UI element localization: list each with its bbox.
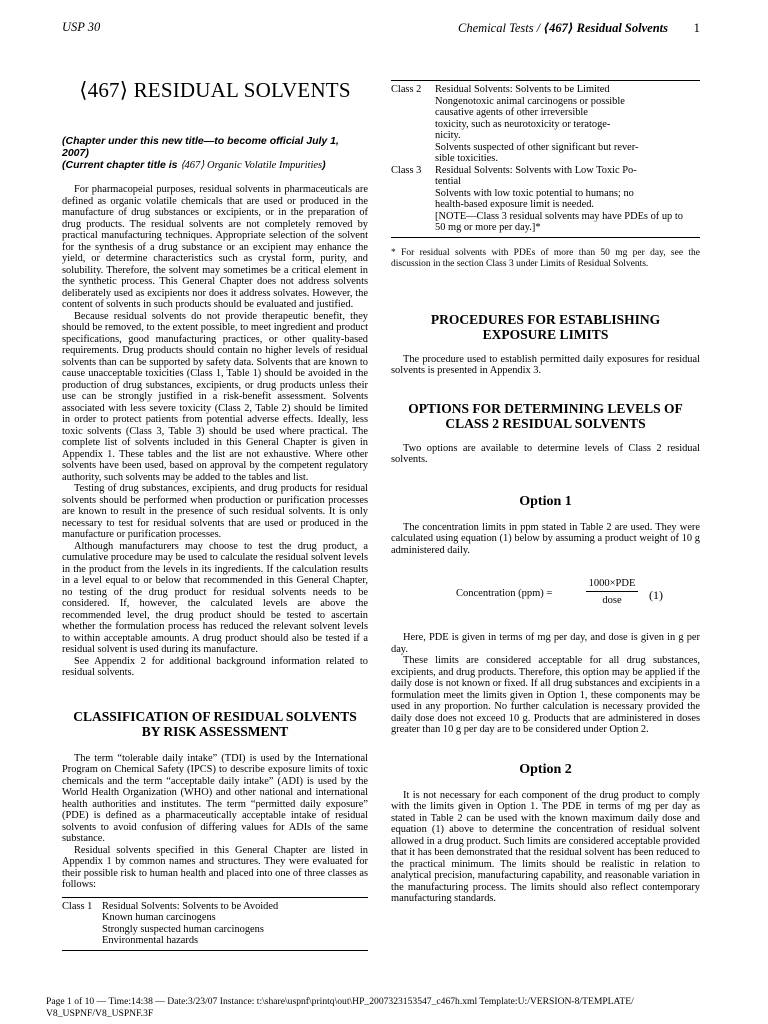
class2-3-table: [391, 80, 700, 238]
concentration-formula: [391, 576, 700, 614]
class1-line: Residual Solvents: Solvents to be Avoided: [102, 900, 279, 912]
running-header-right: [458, 20, 668, 36]
page-number: 1: [693, 20, 700, 35]
classification-paragraph-1: The term “tolerable daily intake” (TDI) is used by the International Program on Chemical Safety (IPCS) to describe exposure limits of toxic chemicals and the term “acceptable daily intake” (ADI) is used by the World Health Organization (WHO) and other national and international health authorities and institutes. The term “permitted daily exposure” (PDE) is defined as a pharmaceutically acceptable intake of residual solvents to avoid confusion of differing values for ADIs of the same substance.: [62, 752, 368, 844]
intro-paragraph-1: For pharmacopeial purposes, residual solvents in pharmaceuticals are defined as organic volatile chemicals that are used or produced in the manufacture of drug substances or excipients, or in the preparation of drug products. The residual solvents are not completely removed by practical manufacturing techniques. Appropriate selection of the solvent for the synthesis of a drug substance or an excipient may enhance the yield, or determine characteristics such as crystal form, purity, and solubility. Therefore, the solvent may sometimes be a critical element in the synthetic process. This General Chapter does not address solvents deliberately used as excipients nor does it address solvates. However, the content of solvents in such products should be evaluated and justified.: [62, 184, 368, 310]
class3-line: tential: [435, 176, 461, 187]
option1-heading: Option 1: [519, 493, 572, 509]
formula-denominator: dose: [602, 595, 622, 606]
option1-paragraph-3: These limits are considered acceptable for all drug substances, excipients, and drug products. Therefore, this option may be applied if the daily dose is not known or fixed. If all drug substances and excipients in a formulation meet the limits given in Option 1, these components may be used in any proportion. No further calculation is necessary provided the daily dose does not exceed 10 g. Products that are administered in doses greater than 10 g per day are to be considered under Option 2.: [391, 655, 700, 735]
option1-paragraph-2: Here, PDE is given in terms of mg per day, and dose is given in g per day.: [391, 632, 700, 655]
running-header-left: USP 30: [62, 20, 101, 34]
class2-lines: [435, 84, 700, 165]
class3-line: health-based exposure limit is needed.: [435, 199, 594, 210]
header-separator: /: [533, 21, 544, 35]
classification-paragraph-2: Residual solvents specified in this General Chapter are listed in Appendix 1 by common names and structures. They were evaluated for their possible risk to human health and placed into one of three classes as follows:: [62, 844, 368, 890]
class3-line: Solvents with low toxic potential to humans; no: [435, 187, 634, 199]
class3-line: Residual Solvents: Solvents with Low Toxic Po-: [435, 164, 637, 176]
procedures-heading: [391, 312, 700, 342]
class3-row: [391, 165, 700, 234]
chapter-note-current-title: ⟨467⟩ Organic Volatile Impurities: [180, 160, 323, 171]
class1-line: Known human carcinogens: [102, 912, 216, 923]
header-section: Chemical Tests: [458, 21, 534, 35]
intro-paragraph-4: Although manufacturers may choose to test the drug product, a cumulative procedure may be used to calculate the residual solvent levels in the product from the levels in its ingredients. If the calculation results in a level equal to or below that recommended in this General Chapter, no testing of the drug product for residual solvents needs to be considered. If, however, the calculated levels are above the recommended level, the drug product should be tested to ascertain whether the formulation process has reduced the relevant solvent levels to within acceptable amounts. A drug product should also be tested if a residual solvent is used during its manufacture.: [62, 540, 368, 655]
class2-line: sible toxicities.: [435, 153, 498, 164]
class1-line: Strongly suspected human carcinogens: [102, 923, 264, 935]
class3-key: Class 3: [391, 164, 422, 176]
intro-paragraph-5: See Appendix 2 for additional background information related to residual solvents.: [62, 655, 368, 678]
options-heading: [391, 401, 700, 431]
class2-line: Nongenotoxic animal carcinogens or possible: [435, 95, 625, 107]
header-chapter: ⟨467⟩ Residual Solvents: [543, 21, 668, 35]
class1-lines: [102, 901, 368, 947]
procedures-heading-line2: EXPOSURE LIMITS: [482, 326, 609, 342]
chapter-note-line1: (Chapter under this new title—to become official July 1, 2007): [62, 135, 339, 159]
option1-paragraph-1: The concentration limits in ppm stated in Table 2 are used. They were calculated using equation (1) below by assuming a product weight of 10 g administered daily.: [391, 521, 700, 556]
footer-line2: V8_USPNF/V8_USPNF.3F: [46, 1007, 154, 1019]
print-footer: [46, 996, 706, 1019]
intro-paragraph-3: Testing of drug substances, excipients, and drug products for residual solvents should be performed when production or purification processes are known to result in the presence of such residual solvents. It is only necessary to test for residual solvents that are used or produced in the manufacture or purification processes.: [62, 483, 368, 540]
right-column: [391, 80, 700, 905]
options-heading-line1: OPTIONS FOR DETERMINING LEVELS OF: [408, 400, 683, 416]
class1-key: Class 1: [62, 900, 93, 912]
option2-heading: Option 2: [519, 761, 572, 777]
class2-line: causative agents of other irreversible: [435, 107, 588, 118]
class2-key: Class 2: [391, 84, 422, 95]
chapter-title: ⟨467⟩ RESIDUAL SOLVENTS: [79, 78, 351, 102]
class3-line: 50 mg or more per day.]*: [435, 222, 541, 233]
footnote: * For residual solvents with PDEs of more than 50 mg per day, see the discussion in the section Class 3 under Limits of Residual Solvents.: [391, 247, 700, 269]
options-heading-line2: CLASS 2 RESIDUAL SOLVENTS: [445, 415, 646, 431]
formula-numerator: 1000×PDE: [586, 578, 638, 592]
class3-line: [NOTE—Class 3 residual solvents may have PDEs of up to: [435, 210, 683, 222]
class3-lines: [435, 165, 700, 234]
footer-line1: Page 1 of 10 — Time:14:38 — Date:3/23/07 Instance: t:\share\uspnf\printq\out\HP_2007323153547_c467h.xml Template:U:/VERSION-8/TEMPLATE/: [46, 996, 634, 1007]
class2-line: nicity.: [435, 130, 461, 141]
procedures-heading-line1: PROCEDURES FOR ESTABLISHING: [430, 311, 661, 327]
chapter-note-prefix: (Current chapter title is: [62, 159, 181, 171]
classification-heading-line1: CLASSIFICATION OF RESIDUAL SOLVENTS: [73, 708, 357, 724]
classification-heading: [62, 709, 368, 739]
class2-row: [391, 84, 700, 165]
formula-equation-number: (1): [649, 588, 663, 602]
option2-paragraph-1: It is not necessary for each component of the drug product to comply with the limits given in Option 1. The PDE in terms of mg per day as stated in Table 2 can be used with the known maximum daily dose and equation (1) above to determine the concentration of residual solvent allowed in a drug product. Such limits are considered acceptable provided that it has been demonstrated that the residual solvent has been reduced to the practical minimum. The limits should be realistic in relation to analytical precision, manufacturing capability, and reasonable variation in the manufacturing process. The limits should also reflect contemporary manufacturing standards.: [391, 789, 700, 904]
left-column: [62, 72, 368, 951]
class1-line: Environmental hazards: [102, 935, 199, 946]
formula-fraction: [586, 578, 638, 606]
class1-table: [62, 897, 368, 951]
class1-row: [62, 898, 368, 950]
chapter-note-line2: [62, 159, 368, 172]
chapter-note-suffix: ): [322, 159, 326, 171]
class2-line: Solvents suspected of other significant but rever-: [435, 141, 639, 153]
class2-line: toxicity, such as neurotoxicity or teratoge-: [435, 118, 611, 130]
classification-heading-line2: BY RISK ASSESSMENT: [141, 723, 289, 739]
procedures-text: The procedure used to establish permitted daily exposures for residual solvents is presented in Appendix 3.: [391, 353, 700, 376]
intro-paragraph-2: Because residual solvents do not provide therapeutic benefit, they should be removed, to the extent possible, to meet ingredient and product specifications, good manufacturing practices, or other quality-based requirements. Drug products should contain no higher levels of residual solvents than can be supported by safety data. Solvents that are known to cause unacceptable toxicities (Class 1, Table 1) should be avoided in the production of drug substances, excipients, or drug products unless their use can be strongly justified in a risk-benefit assessment. Solvents associated with less severe toxicity (Class 2, Table 2) should be limited in order to protect patients from potential adverse effects. Ideally, less toxic solvents (Class 3, Table 3) should be used where practical. The complete list of solvents included in this General Chapter is given in Appendix 1. These tables and the list are not exhaustive. Where other solvents have been used, based on approval by the competent regulatory authority, such solvents may be added to the tables and list.: [62, 310, 368, 483]
class2-line: Residual Solvents: Solvents to be Limited: [435, 84, 610, 95]
chapter-note: [62, 135, 368, 172]
options-text: Two options are available to determine levels of Class 2 residual solvents.: [391, 442, 700, 465]
formula-lhs: Concentration (ppm) =: [456, 588, 553, 599]
